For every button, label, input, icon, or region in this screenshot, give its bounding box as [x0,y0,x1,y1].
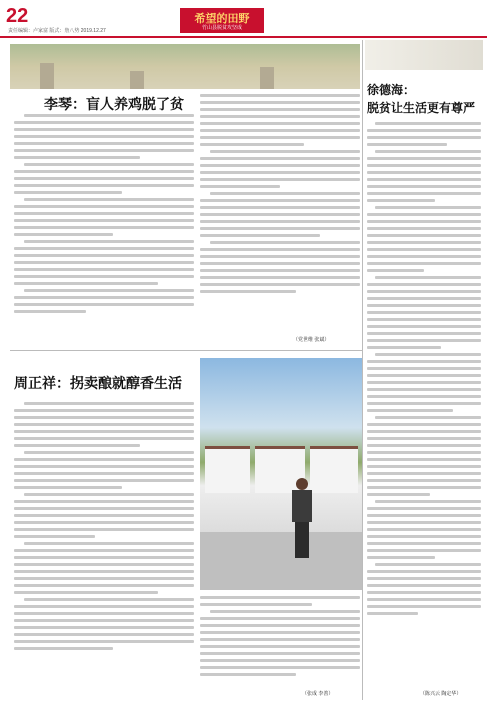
page-number: 22 [6,5,29,27]
article-title-zhou-zhengxiang: 周正祥：拐卖酿就醇香生活 [14,377,182,392]
editor-line: 责任编辑：卢家富 版式：詹八势 2019.12.27 [8,28,106,34]
section-banner [180,8,264,33]
article-body-zhou-zhengxiang-col1 [14,402,194,697]
article-title-xu-dehai-line2: 脱贫让生活更有尊严 [367,101,476,115]
byline-zhou-zhengxiang: （张成 李善） [302,691,334,697]
article-body-xu-dehai [367,122,481,687]
portrait-photo [365,40,483,70]
page-header [0,0,487,38]
article-title-li-qin: 李琴：盲人养鸡脱了贫 [44,98,184,113]
byline-li-qin: （党世维 张斌） [293,337,330,343]
village-houses-photo [200,358,362,590]
person-figure [290,478,314,558]
article-body-li-qin-col2 [200,94,360,334]
byline-xu-dehai: （陈兴云 陶定华） [420,691,462,697]
article-title-xu-dehai-line1: 徐德海： [367,83,416,97]
header-divider [0,36,487,38]
article-body-zhou-zhengxiang-col2 [200,596,360,694]
horizontal-divider [10,350,362,351]
article-body-li-qin-col1 [14,114,194,334]
section-subtitle: 竹山县脱贫攻坚成 [201,25,242,31]
vertical-divider [362,40,363,700]
section-title: 希望的田野 [194,13,250,25]
village-photo [10,44,360,89]
